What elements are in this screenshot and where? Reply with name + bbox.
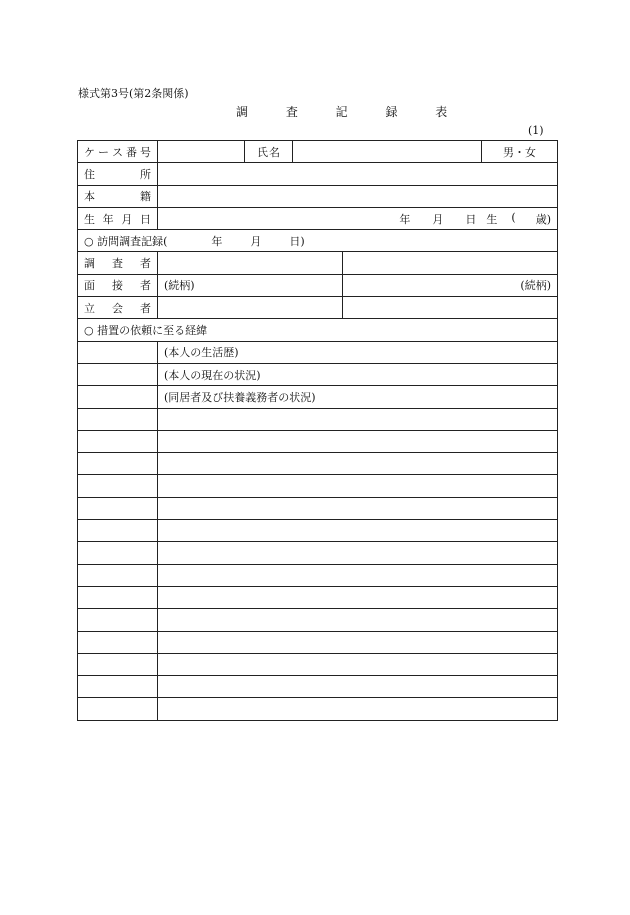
- blank-row: [78, 609, 558, 631]
- interviewee-row: [78, 274, 558, 296]
- blank-row: [78, 542, 558, 564]
- investigator-field-2[interactable]: [343, 252, 558, 274]
- interviewee-label: 面 接 者: [78, 274, 158, 296]
- background-left-cell[interactable]: [78, 341, 158, 363]
- visit-heading-row: [78, 230, 558, 252]
- blank-left-cell[interactable]: [78, 453, 158, 475]
- birthdate-row: [78, 207, 558, 229]
- case-row: [78, 141, 558, 163]
- birthdate-field[interactable]: 年 月 日 生 ( 歳): [158, 207, 558, 229]
- blank-left-cell[interactable]: [78, 609, 158, 631]
- blank-right-cell[interactable]: [158, 564, 558, 586]
- blank-left-cell[interactable]: [78, 408, 158, 430]
- witness-row: [78, 297, 558, 319]
- name-field[interactable]: [293, 141, 482, 163]
- blank-left-cell[interactable]: [78, 586, 158, 608]
- investigator-label: 調 査 者: [78, 252, 158, 274]
- blank-left-cell[interactable]: [78, 653, 158, 675]
- relation-label-1: (続柄): [164, 279, 195, 293]
- record-table: [77, 140, 558, 721]
- blank-row: [78, 430, 558, 452]
- blank-right-cell[interactable]: [158, 653, 558, 675]
- blank-right-cell[interactable]: [158, 475, 558, 497]
- case-number-label: ケ ー ス 番 号: [78, 141, 158, 163]
- blank-right-cell[interactable]: [158, 609, 558, 631]
- blank-right-cell[interactable]: [158, 408, 558, 430]
- investigator-row: [78, 252, 558, 274]
- blank-row: [78, 453, 558, 475]
- blank-row: [78, 698, 558, 720]
- interviewee-field-1[interactable]: [158, 274, 343, 296]
- blank-row: [78, 676, 558, 698]
- blank-row: [78, 408, 558, 430]
- witness-label: 立 会 者: [78, 297, 158, 319]
- blank-left-cell[interactable]: [78, 698, 158, 720]
- blank-rows: [78, 408, 558, 720]
- blank-left-cell[interactable]: [78, 520, 158, 542]
- witness-field-2[interactable]: [343, 297, 558, 319]
- form-label: 様式第3号(第2条関係): [78, 87, 189, 100]
- blank-left-cell[interactable]: [78, 430, 158, 452]
- blank-left-cell[interactable]: [78, 631, 158, 653]
- background-left-cell[interactable]: [78, 386, 158, 408]
- blank-row: [78, 653, 558, 675]
- blank-right-cell[interactable]: [158, 453, 558, 475]
- blank-row: [78, 475, 558, 497]
- blank-right-cell[interactable]: [158, 430, 558, 452]
- blank-right-cell[interactable]: [158, 542, 558, 564]
- interviewee-field-2[interactable]: [343, 274, 558, 296]
- relation-label-2: (続柄): [520, 279, 551, 293]
- background-left-cell[interactable]: [78, 363, 158, 385]
- blank-right-cell[interactable]: [158, 520, 558, 542]
- blank-left-cell[interactable]: [78, 564, 158, 586]
- address-label: 住 所: [78, 163, 158, 185]
- name-label: 氏 名: [245, 141, 293, 163]
- blank-row: [78, 586, 558, 608]
- blank-right-cell[interactable]: [158, 676, 558, 698]
- sex-field[interactable]: 男・女: [482, 141, 558, 163]
- blank-right-cell[interactable]: [158, 497, 558, 519]
- blank-row: [78, 497, 558, 519]
- address-row: [78, 163, 558, 185]
- blank-left-cell[interactable]: [78, 497, 158, 519]
- domicile-label: 本 籍: [78, 185, 158, 207]
- background-sub-item[interactable]: (本人の現在の状況): [158, 363, 558, 385]
- domicile-field[interactable]: [158, 185, 558, 207]
- case-number-field[interactable]: [158, 141, 245, 163]
- domicile-row: [78, 185, 558, 207]
- blank-right-cell[interactable]: [158, 586, 558, 608]
- background-heading: ○ 措置の依頼に至る経緯: [78, 319, 558, 341]
- investigator-field-1[interactable]: [158, 252, 343, 274]
- visit-heading: ○ 訪問調査記録( 年 月 日): [78, 230, 558, 252]
- background-row: [78, 341, 558, 363]
- background-row: [78, 363, 558, 385]
- blank-right-cell[interactable]: [158, 631, 558, 653]
- blank-left-cell[interactable]: [78, 676, 158, 698]
- birthdate-label: 生 年 月 日: [78, 207, 158, 229]
- witness-field-1[interactable]: [158, 297, 343, 319]
- address-field[interactable]: [158, 163, 558, 185]
- background-sub-item[interactable]: (同居者及び扶養義務者の状況): [158, 386, 558, 408]
- document-title: 調 査 記 録 表: [236, 105, 465, 119]
- page-number: (1): [528, 124, 544, 137]
- blank-row: [78, 564, 558, 586]
- background-sub-item[interactable]: (本人の生活歴): [158, 341, 558, 363]
- blank-left-cell[interactable]: [78, 542, 158, 564]
- blank-row: [78, 520, 558, 542]
- background-heading-row: [78, 319, 558, 341]
- blank-left-cell[interactable]: [78, 475, 158, 497]
- background-row: [78, 386, 558, 408]
- blank-right-cell[interactable]: [158, 698, 558, 720]
- blank-row: [78, 631, 558, 653]
